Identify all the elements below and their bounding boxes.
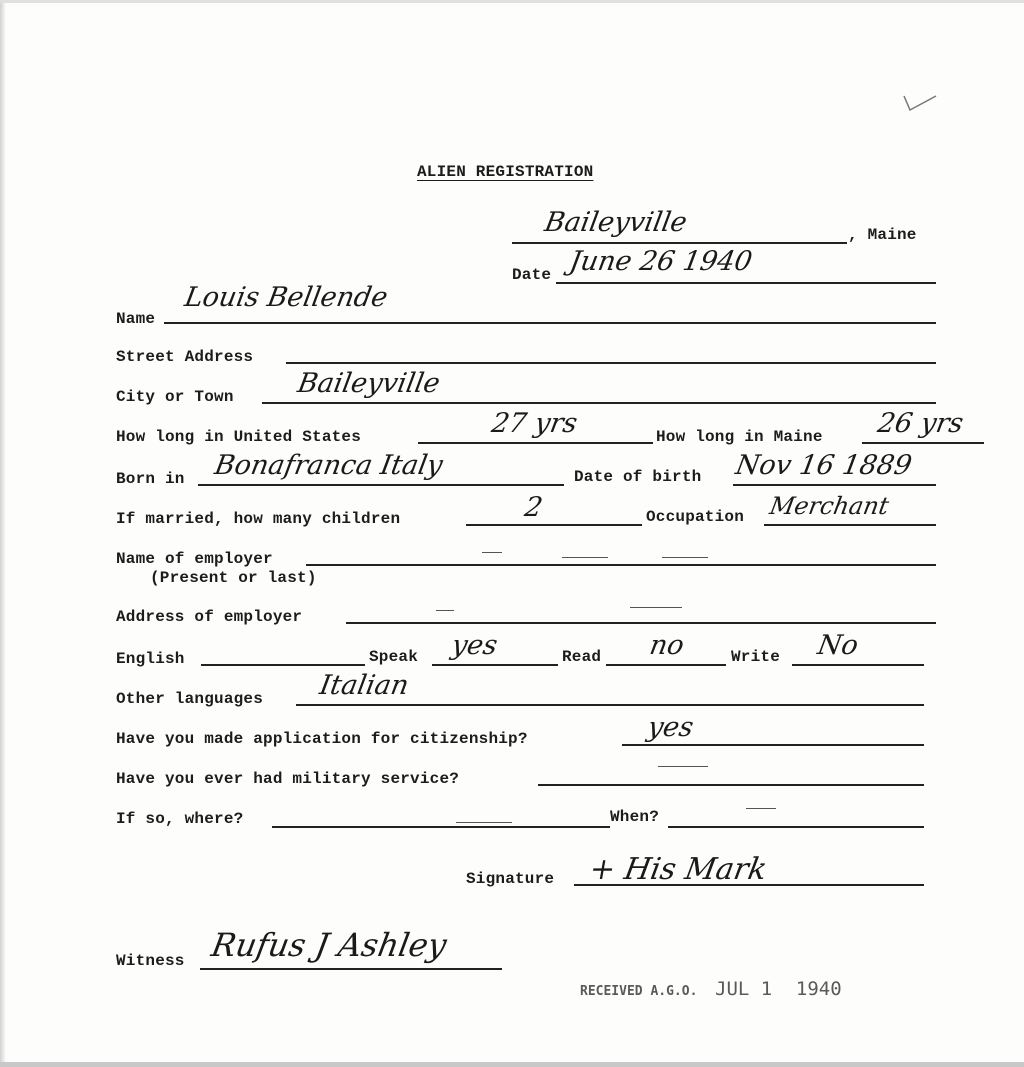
- how-long-us-line: [418, 442, 653, 444]
- occupation-label: Occupation: [646, 508, 745, 526]
- blank-dash: [746, 808, 776, 809]
- where-line: [272, 826, 610, 828]
- military-label: Have you ever had military service?: [116, 770, 460, 788]
- speak-line: [432, 664, 558, 666]
- blank-dash: [436, 610, 454, 611]
- place-line: [512, 242, 847, 244]
- date-label: Date: [512, 266, 552, 284]
- employer-address-label: Address of employer: [116, 608, 303, 626]
- children-label: If married, how many children: [116, 510, 401, 528]
- scan-edge-bottom: [0, 1062, 1024, 1067]
- name-value: Louis Bellende: [182, 282, 391, 313]
- scan-edge-top: [0, 0, 1024, 3]
- date-value: June 26 1940: [567, 246, 755, 277]
- read-line: [606, 664, 726, 666]
- name-line: [164, 322, 936, 324]
- witness-line: [200, 968, 502, 970]
- street-line: [286, 362, 936, 364]
- date-line: [556, 282, 936, 284]
- blank-dash: [482, 552, 502, 553]
- scan-edge-left: [0, 0, 6, 1067]
- speak-label: Speak: [369, 648, 419, 666]
- name-label: Name: [116, 310, 156, 328]
- street-label: Street Address: [116, 348, 254, 366]
- born-in-value: Bonafranca Italy: [212, 450, 446, 481]
- dob-label: Date of birth: [574, 468, 702, 486]
- how-long-maine-value: 26 yrs: [875, 408, 966, 439]
- employer-name-line: [306, 564, 936, 566]
- blank-dash: [662, 557, 708, 558]
- read-label: Read: [562, 648, 602, 666]
- other-languages-label: Other languages: [116, 690, 264, 708]
- citizenship-label: Have you made application for citizenship?: [116, 730, 528, 748]
- place-value: Baileyville: [542, 207, 690, 238]
- how-long-maine-line: [862, 442, 984, 444]
- how-long-maine-label: How long in Maine: [656, 428, 823, 446]
- born-in-label: Born in: [116, 470, 185, 488]
- blank-dash: [630, 607, 682, 608]
- witness-label: Witness: [116, 952, 185, 970]
- witness-signature: Rufus J Ashley: [208, 926, 450, 964]
- stamp-date: JUL 1: [715, 978, 773, 1000]
- signature-value: + His Mark: [586, 852, 770, 887]
- write-label: Write: [731, 648, 781, 666]
- born-in-line: [198, 484, 564, 486]
- citizenship-line: [622, 744, 924, 746]
- check-mark: [900, 92, 940, 116]
- stamp-received: RECEIVED A.G.O.: [580, 984, 698, 999]
- form-title: ALIEN REGISTRATION: [417, 163, 594, 181]
- military-line: [538, 784, 924, 786]
- blank-dash: [456, 822, 512, 823]
- how-long-us-label: How long in United States: [116, 428, 362, 446]
- when-label: When?: [610, 808, 660, 826]
- write-line: [792, 664, 924, 666]
- employer-name-sublabel: (Present or last): [150, 569, 317, 587]
- english-label: English: [116, 650, 185, 668]
- occupation-value: Merchant: [767, 492, 892, 520]
- occupation-line: [764, 524, 936, 526]
- other-languages-value: Italian: [317, 670, 412, 701]
- how-long-us-value: 27 yrs: [489, 408, 580, 439]
- dob-value: Nov 16 1889: [733, 450, 915, 481]
- citizenship-value: yes: [645, 712, 696, 743]
- city-value: Baileyville: [295, 368, 443, 399]
- where-label: If so, where?: [116, 810, 244, 828]
- signature-label: Signature: [466, 870, 555, 888]
- read-value: no: [647, 630, 687, 661]
- english-line: [201, 664, 365, 666]
- stamp-year: 1940: [795, 978, 842, 1000]
- dob-line: [733, 484, 936, 486]
- employer-name-label: Name of employer: [116, 550, 273, 568]
- city-label: City or Town: [116, 388, 234, 406]
- received-stamp: [580, 978, 842, 1000]
- other-languages-line: [296, 704, 924, 706]
- when-line: [668, 826, 924, 828]
- employer-address-line: [346, 622, 936, 624]
- blank-dash: [658, 766, 708, 767]
- children-value: 2: [522, 492, 545, 523]
- city-line: [262, 402, 936, 404]
- write-value: No: [815, 630, 861, 661]
- speak-value: yes: [449, 630, 500, 661]
- state-label: , Maine: [848, 226, 917, 244]
- blank-dash: [562, 557, 608, 558]
- children-line: [466, 524, 642, 526]
